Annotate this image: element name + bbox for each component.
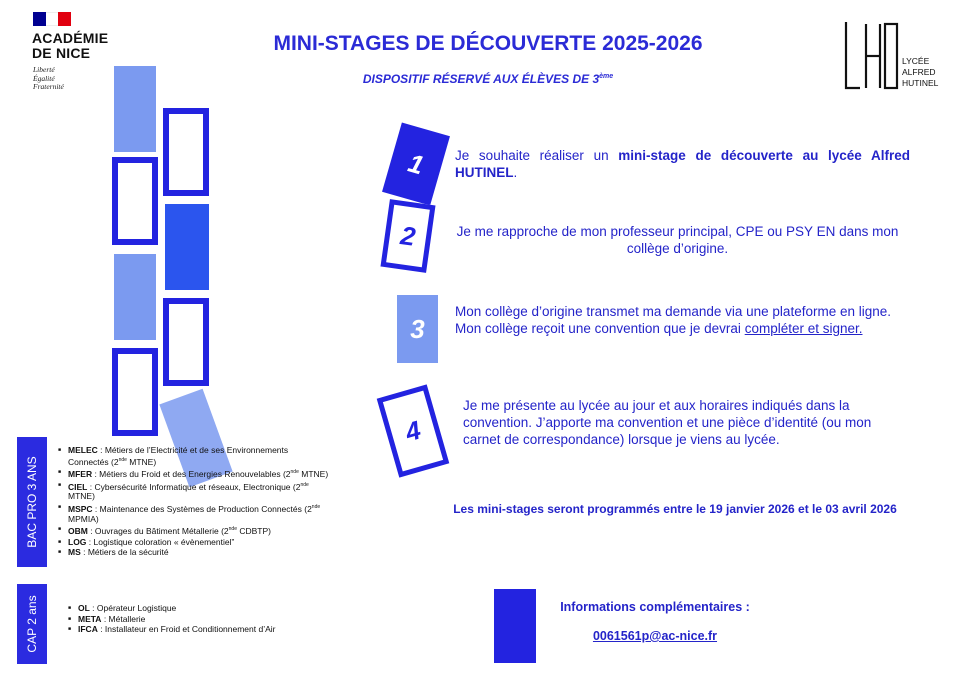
bac-pro-list xyxy=(58,445,330,558)
list-item: ■ MSPC : Maintenance des Systèmes de Production Connectés (2nde MPMIA) xyxy=(58,502,330,524)
list-item: ■ CIEL : Cybersécurité Informatique et réseaux, Electronique (2nde MTNE) xyxy=(58,480,330,502)
list-item: ■ MELEC : Métiers de l’Electricité et de ses Environnements Connectés (2nde MTNE) xyxy=(58,445,330,467)
deco-block xyxy=(114,254,156,340)
french-flag-logo xyxy=(33,12,71,26)
step-3-text: Mon collège d’origine transmet ma demande via une plateforme en ligne. Mon collège reçoit une convention que je devrai compléter et signer. xyxy=(455,304,892,336)
bac-pro-label-bar: BAC PRO 3 ANS xyxy=(17,437,47,567)
page-title: MINI-STAGES DE DÉCOUVERTE 2025-2026 xyxy=(273,32,703,55)
page-subtitle: DISPOSITIF RÉSERVÉ AUX ÉLÈVES DE 3ème xyxy=(362,72,614,86)
sign-link[interactable]: compléter et signer. xyxy=(744,321,863,336)
step-number-1: 1 xyxy=(382,123,450,206)
lycee-logo-icon xyxy=(840,18,902,92)
info-title: Informations complémentaires : xyxy=(560,600,750,614)
list-item: ■ META : Métallerie xyxy=(68,614,328,624)
step-number-4: 4 xyxy=(377,384,450,477)
list-item: ■ IFCA : Installateur en Froid et Conditionnement d’Air xyxy=(68,624,328,634)
deco-block xyxy=(165,204,209,290)
cap-list xyxy=(68,603,328,635)
deco-block xyxy=(112,157,158,245)
step-number-3: 3 xyxy=(397,295,438,363)
step-4-text: Je me présente au lycée au jour et aux horaires indiqués dans la convention. J’apporte ma convention et une pièce d’identité (ou mon carnet de correspondance) lorsque je viens au lycée. xyxy=(463,398,872,447)
deco-block xyxy=(114,66,156,152)
step-number-2: 2 xyxy=(380,199,435,273)
contact-email-link[interactable]: 0061561p@ac-nice.fr xyxy=(592,629,718,643)
deco-block xyxy=(112,348,158,436)
list-item: ■ OL : Opérateur Logistique xyxy=(68,603,328,613)
step-2-text: Je me rapproche de mon professeur principal, CPE ou PSY EN dans mon collège d’origine. xyxy=(456,224,899,256)
lycee-name: LYCÉE ALFRED HUTINEL xyxy=(902,56,939,88)
list-item: ■ LOG : Logistique coloration « évènementiel” xyxy=(58,537,330,547)
deco-block xyxy=(163,298,209,386)
deco-block xyxy=(163,108,209,196)
info-deco-block xyxy=(494,589,536,663)
list-item: ■ MS : Métiers de la sécurité xyxy=(58,547,330,557)
list-item: ■ MFER : Métiers du Froid et des Energies Renouvelables (2nde MTNE) xyxy=(58,467,330,479)
list-item: ■ OBM : Ouvrages du Bâtiment Métallerie (2nde CDBTP) xyxy=(58,524,330,536)
dates-text: Les mini-stages seront programmés entre le 19 janvier 2026 et le 03 avril 2026 xyxy=(453,502,897,516)
step-1-text: Je souhaite réaliser un mini-stage de découverte au lycée Alfred HUTINEL. xyxy=(455,148,910,180)
republic-motto: Liberté Égalité Fraternité xyxy=(33,65,64,91)
cap-label-bar: CAP 2 ans xyxy=(17,584,47,664)
academie-name: ACADÉMIE DE NICE xyxy=(32,30,109,61)
